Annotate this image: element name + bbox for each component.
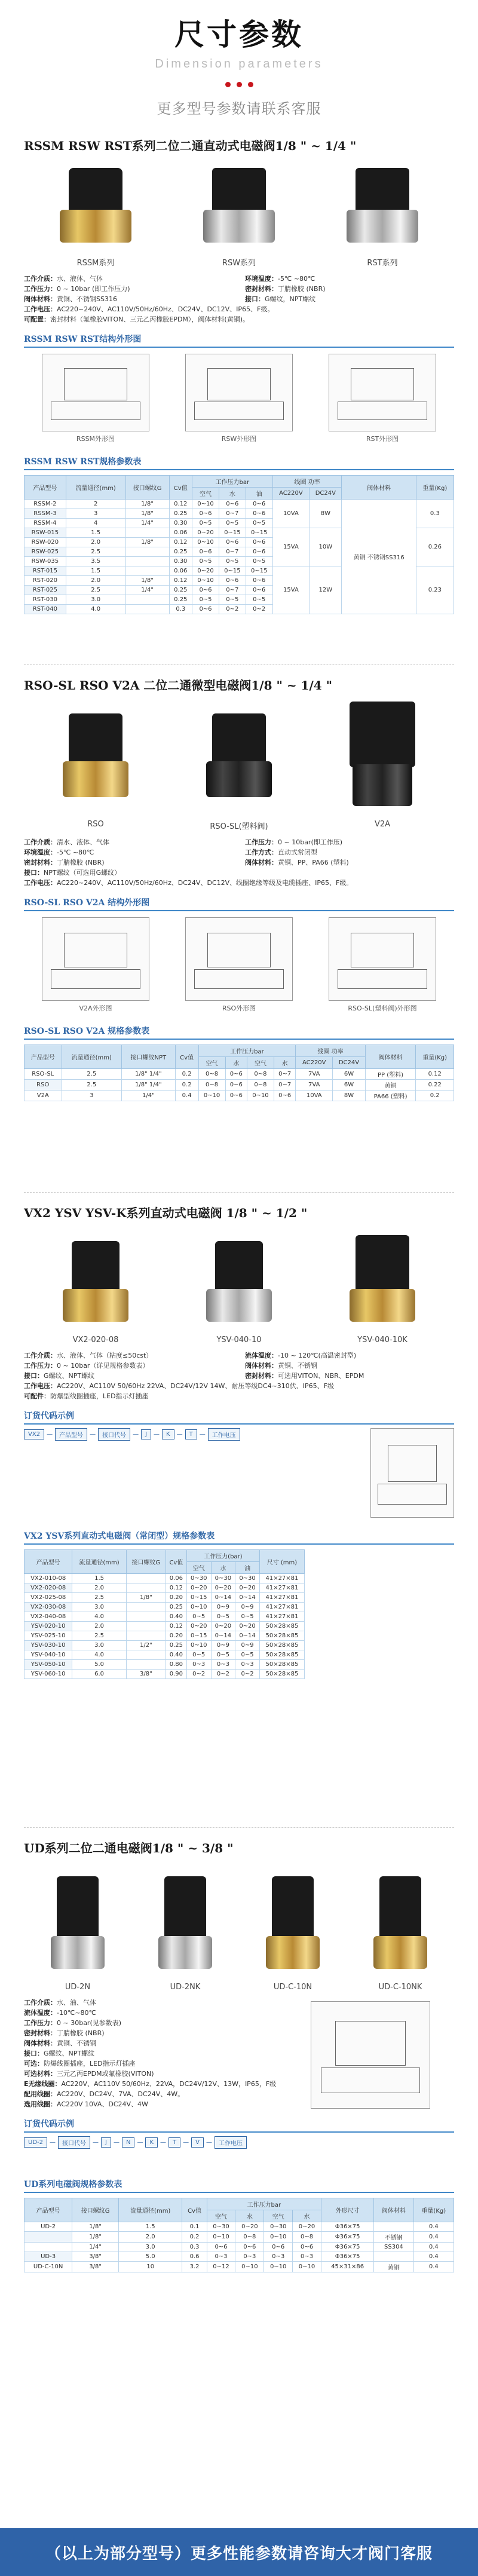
header (0, 0, 478, 125)
product-caption: RST系列 (367, 259, 398, 268)
section-title: RSSM RSW RST系列二位二通直动式电磁阀1/8 " ~ 1/4 " (24, 139, 357, 153)
outline-drawing: RSO-SL(塑料阀)外形图 (329, 917, 436, 1013)
product-ysv[interactable] (179, 1229, 299, 1344)
product-caption: YSV-040-10K (357, 1336, 407, 1344)
drawing-title: RSSM RSW RST结构外形图 (24, 333, 454, 348)
product-ud-c-10n[interactable] (245, 1864, 341, 1992)
outline-drawing: RSW外形图 (185, 354, 293, 443)
table-row: RST-030 3.0 0.25 0~5 0~5 0~5 (24, 595, 454, 605)
order-code-title: 订货代码示例 (24, 2118, 454, 2133)
valve-photo (353, 1864, 448, 1978)
valve-photo (245, 1864, 341, 1978)
product-photos (0, 1221, 478, 1348)
table-row: UD-3 3/8" 5.0 0.6 0~3 0~3 0~3 0~3 Φ36×75 0.4 (24, 2252, 454, 2262)
table-row: RST-025 2.5 1/4" 0.25 0~6 0~7 0~6 (24, 586, 454, 595)
valve-photo (179, 702, 299, 815)
product-photos (0, 1856, 478, 1995)
table-title: RSO-SL RSO V2A 规格参数表 (24, 1025, 454, 1040)
spec-list: 工作介质：水、液体、气体（粘度≤50cst） 流体温度：-10 ~ 120℃(高温密封型) 工作压力：0 ~ 10bar（详见规格参数表） 阀体材料：黄铜、不锈钢 接口：G螺纹、NPT螺纹 密封材料：可选用VITON、NBR、EPDM 工作电压：AC220V、AC110V 50/60Hz 22VA、DC24V/12V 14W、耐压等级DC4~310伏、IP65、F级 可配件：防爆型线圈插座，LED指示灯插座 (24, 1352, 364, 1400)
table-row: YSV-040-10 4.0 0.40 0~5 0~5 0~5 50×28×85 (24, 1650, 305, 1660)
table-row: YSV-050-10 5.0 0.80 0~3 0~3 0~3 50×28×85 (24, 1660, 305, 1670)
product-caption: VX2-020-08 (72, 1336, 119, 1344)
spec-table: 产品型号 流量通径(mm) 接口螺纹NPT Cv值 工作压力bar 线圈 功率 阀体材料 重量(Kg) 空气 水 空气 水 AC220V DC24V RSO-SL 2.5 1/8" 1/4" 0.2 0~8 0~6 0~8 0~7 7VA 6W PP (塑料) 0.12 RSO 2.5 1/8" 1/4" 0.2 0~8 0~6 0~8 0~7 7VA 6W 黄铜 0.22 V2A 3 1/4" 0.4 0~10 0~6 0~10 0~6 10VA 8W PA66 (塑料) 0.2 (24, 1045, 454, 1101)
spec-list: 工作介质：水、油、气体 流体温度：-10℃~80℃ 工作压力：0 ~ 30bar(见参数表) 密封材料：丁腈橡胶 (NBR) 阀体材料：黄铜、不锈钢 接口：G螺纹、NPT螺纹 可选：防爆线圈插座，LED指示灯插座 可选材料：三元乙丙EPDM或氟橡胶(VITON) E无缘线圈：AC220V、AC110V 50/60Hz、22VA，DC24V/12V、13W，IP65，F级 配用线圈：AC220V、DC24V、7VA、DC24V、4W。 选用线圈：AC220V 10VA、DC24V、4W (24, 1999, 277, 2108)
valve-photo (36, 702, 155, 815)
valve-photo (137, 1864, 233, 1978)
table-row: VX2-025-08 2.5 1/8" 0.20 0~15 0~14 0~14 41×27×81 (24, 1593, 305, 1603)
product-photos (0, 693, 478, 835)
outline-drawing: RST外形图 (329, 354, 436, 443)
product-rssm[interactable] (36, 162, 155, 268)
product-ud-2n[interactable] (30, 1864, 125, 1992)
divider (24, 1192, 454, 1193)
outline-drawing: RSO外形图 (185, 917, 293, 1013)
product-caption: RSW系列 (222, 259, 256, 268)
valve-photo (323, 162, 442, 252)
table-title: VX2 YSV系列直动式电磁阀（常闭型）规格参数表 (24, 1530, 454, 1545)
product-vx2[interactable] (36, 1229, 155, 1344)
product-caption: UD-2NK (170, 1983, 201, 1992)
table-row: RSO 2.5 1/8" 1/4" 0.2 0~8 0~6 0~8 0~7 7VA 6W 黄铜 0.22 (24, 1080, 454, 1091)
table-row: RST-015 1.5 0.06 0~20 0~15 0~15 15VA 12W 0.23 (24, 566, 454, 576)
order-code-title: 订货代码示例 (24, 1410, 454, 1425)
valve-photo (323, 702, 442, 815)
section-vx2 (0, 1203, 478, 1813)
table-row: V2A 3 1/4" 0.4 0~10 0~6 0~10 0~6 10VA 8W PA66 (塑料) 0.2 (24, 1091, 454, 1101)
table-row: RSW-025 2.5 0.25 0~6 0~7 0~6 (24, 547, 454, 557)
table-row: RST-040 4.0 0.3 0~6 0~2 0~2 (24, 605, 454, 614)
table-row: RSW-035 3.5 0.30 0~5 0~5 0~5 (24, 557, 454, 566)
table-row: RSSM-3 3 1/8" 0.25 0~6 0~7 0~6 (24, 509, 454, 519)
outline-drawing: V2A外形图 (42, 917, 149, 1013)
order-code-chain: VX2 — 产品型号 — 接口代号 — J — K — T — 工作电压 (24, 1428, 454, 1441)
product-caption: UD-2N (65, 1983, 91, 1992)
spec-list: 工作介质：清水、液体、气体 工作压力：0 ~ 10bar(即工作压) 环境温度：-5℃ ~80℃ 工作方式：直动式常闭型 密封材料：丁腈橡胶 (NBR) 阀体材料：黄铜、PP、PA66 (塑料) 接口：NPT螺纹（可选用G螺纹） 工作电压：AC220~240V、AC110V/50Hz/60Hz、DC24V、DC12V、线圈绝缘等级及电缆插座、IP65、F级。 (24, 838, 353, 887)
page-subtitle: Dimension parameters (155, 57, 323, 71)
product-ud-c-10nk[interactable] (353, 1864, 448, 1992)
section-rso (0, 676, 478, 1178)
valve-photo (30, 1864, 125, 1978)
table-row: RSW-015 1.5 0.06 0~20 0~15 0~15 15VA 10W 0.26 (24, 528, 454, 538)
product-caption: YSV-040-10 (216, 1336, 262, 1344)
product-caption: RSO-SL(塑料阀) (210, 822, 268, 831)
page-title: 尺寸参数 (174, 17, 304, 52)
product-rso-sl[interactable] (179, 702, 299, 831)
product-caption: RSO (87, 820, 104, 829)
table-row: RSW-020 2.0 1/8" 0.12 0~10 0~6 0~6 (24, 538, 454, 547)
table-row: 1/8" 2.0 0.2 0~10 0~8 0~10 0~8 Φ36×75 不锈钢 0.4 (24, 2232, 454, 2243)
outline-drawings (0, 348, 478, 449)
outline-drawing (311, 1995, 430, 2112)
product-caption: RSSM系列 (76, 259, 115, 268)
outline-drawing (370, 1428, 454, 1518)
contact-note: 更多型号参数请联系客服 (157, 100, 321, 117)
section-title: RSO-SL RSO V2A 二位二通微型电磁阀1/8 " ~ 1/4 " (24, 678, 333, 693)
table-row: RSSM-4 4 1/4" 0.30 0~5 0~5 0~5 (24, 519, 454, 528)
footer-banner[interactable]: （以上为部分型号）更多性能参数请咨询大才阀门客服 (0, 2528, 478, 2576)
spec-table: 产品型号 接口螺纹G 流量通径(mm) Cv值 工作压力bar 外形尺寸 阀体材料 重量(Kg) 空气 水 空气 水 UD-2 1/8" 1.5 0.1 0~30 0~20 0~30 0~20 Φ36×75 0.4 1/8" 2.0 0.2 0~10 0~8 0~10 0~8 Φ36×75 不锈钢 0.4 1/4" 3.0 0.3 0~6 0~6 0~6 0~6 Φ36×75 SS304 0.4 UD-3 3/8" 5.0 0.6 0~3 0~3 0~3 0~3 Φ36×75 0.4 UD-C-10N 3/8" 10 3.2 0~12 0~10 0~10 0~10 45×31×86 黄铜 0.4 (24, 2198, 454, 2272)
product-caption: UD-C-10NK (378, 1983, 422, 1992)
section-ud (0, 1839, 478, 2436)
product-caption: V2A (374, 820, 391, 829)
table-row: RSSM-2 2 1/8" 0.12 0~10 0~6 0~6 10VA 8W 黄铜 不锈钢SS316 0.3 (24, 500, 454, 509)
table-title: RSSM RSW RST规格参数表 (24, 455, 454, 470)
table-row: VX2-030-08 3.0 0.25 0~10 0~9 0~9 41×27×81 (24, 1603, 305, 1612)
divider (24, 1827, 454, 1828)
table-row: RST-020 2.0 1/8" 0.12 0~10 0~6 0~6 (24, 576, 454, 586)
outline-drawing: RSSM外形图 (42, 354, 149, 443)
spec-list: 工作介质：水、液体、气体 环境温度：-5℃ ~80℃ 工作压力：0 ~ 10bar (即工作压力) 密封材料：丁腈橡胶 (NBR) 阀体材料：黄铜、不锈钢SS316 接口：G螺纹，NPT螺纹 工作电压：AC220~240V、AC110V/50Hz/60Hz、DC24V、DC12V、IP65、F级。 可配置：密封材料（氟橡胶VITON、三元乙丙橡胶EPDM），阀体材料(黄铜)。 (24, 275, 326, 323)
table-row: YSV-025-10 2.5 0.20 0~15 0~14 0~14 50×28×85 (24, 1631, 305, 1641)
table-row: RSO-SL 2.5 1/8" 1/4" 0.2 0~8 0~6 0~8 0~7 7VA 6W PP (塑料) 0.12 (24, 1069, 454, 1080)
product-ysv-k[interactable] (323, 1229, 442, 1344)
product-ud-2nk[interactable] (137, 1864, 233, 1992)
section-rssm (0, 136, 478, 650)
valve-photo (323, 1229, 442, 1331)
section-title: VX2 YSV YSV-K系列直动式电磁阀 1/8 " ~ 1/2 " (24, 1206, 308, 1220)
product-v2a[interactable] (323, 702, 442, 831)
table-row: UD-2 1/8" 1.5 0.1 0~30 0~20 0~30 0~20 Φ36×75 0.4 (24, 2222, 454, 2232)
valve-photo (36, 1229, 155, 1331)
spec-table: 产品型号 流量通径(mm) 接口螺纹G Cv值 工作压力bar 线圈 功率 阀体材料 重量(Kg) 空气 水 油 AC220V DC24V RSSM-2 2 1/8" 0.12 0~10 0~6 0~6 10VA 8W 黄铜 不锈钢SS316 0.3 RSSM-3 3 1/8" 0.25 0~6 0~7 0~6 RSSM-4 4 1/4" 0.30 0~5 0~5 0~5 RSW-015 1.5 0.06 0~20 0~15 0~15 15VA 10W 0.26 RSW-020 2.0 1/8" 0.12 0~10 0~6 0~6 RSW-025 2.5 0.25 0~6 0~7 0~6 RSW-035 3.5 0.30 0~5 0~5 0~5 RST-015 1.5 0.06 0~20 0~15 0~15 15VA 12W 0.23 RST-020 2.0 1/8" 0.12 0~10 0~6 0~6 RST-025 2.5 1/4" 0.25 0~6 0~7 0~6 RST-030 3.0 0.25 0~5 0~5 0~5 RST-040 4.0 0.3 0~6 0~2 0~2 (24, 475, 454, 614)
decor-dots (0, 78, 478, 90)
product-rsw[interactable] (179, 162, 299, 268)
order-code-chain: UD-2 — 接口代号 — J — N — K — T — V — 工作电压 (24, 2136, 454, 2149)
valve-photo (179, 1229, 299, 1331)
table-row: 1/4" 3.0 0.3 0~6 0~6 0~6 0~6 Φ36×75 SS304 0.4 (24, 2243, 454, 2252)
table-title: UD系列电磁阀规格参数表 (24, 2178, 454, 2193)
table-row: VX2-040-08 4.0 0.40 0~5 0~5 0~5 41×27×81 (24, 1612, 305, 1622)
table-row: VX2-010-08 1.5 0.06 0~30 0~30 0~30 41×27×81 (24, 1574, 305, 1583)
table-row: YSV-020-10 2.0 0.12 0~20 0~20 0~20 50×28×85 (24, 1622, 305, 1631)
table-row: UD-C-10N 3/8" 10 3.2 0~12 0~10 0~10 0~10 45×31×86 黄铜 0.4 (24, 2262, 454, 2272)
product-rst[interactable] (323, 162, 442, 268)
product-caption: UD-C-10N (273, 1983, 312, 1992)
spec-table: 产品型号 流量通径(mm) 接口螺纹G Cv值 工作压力(bar) 尺寸 (mm) 空气 水 油 VX2-010-08 1.5 0.06 0~30 0~30 0~30 41×27×81 VX2-020-08 2.0 0.12 0~20 0~20 0~20 41×27×81 VX2-025-08 2.5 1/8" 0.20 0~15 0~14 0~14 41×27×81 VX2-030-08 3.0 0.25 0~10 0~9 0~9 41×27×81 VX2-040-08 4.0 0.40 0~5 0~5 0~5 41×27×81 YSV-020-10 2.0 0.12 0~20 0~20 0~20 50×28×85 YSV-025-10 2.5 0.20 0~15 0~14 0~14 50×28×85 YSV-030-10 3.0 1/2" 0.25 0~10 0~9 0~9 50×28×85 YSV-040-10 4.0 0.40 0~5 0~5 0~5 50×28×85 YSV-050-10 5.0 0.80 0~3 0~3 0~3 50×28×85 YSV-060-10 6.0 3/8" 0.90 0~2 0~2 0~2 50×28×85 (24, 1549, 305, 1679)
valve-photo (179, 162, 299, 252)
outline-drawings (0, 911, 478, 1019)
product-rso[interactable] (36, 702, 155, 831)
order-code (24, 2136, 454, 2172)
divider (24, 664, 454, 665)
drawing-title: RSO-SL RSO V2A 结构外形图 (24, 896, 454, 911)
table-row: VX2-020-08 2.0 0.12 0~20 0~20 0~20 41×27×81 (24, 1583, 305, 1593)
section-title: UD系列二位二通电磁阀1/8 " ~ 3/8 " (24, 1841, 234, 1855)
valve-photo (36, 162, 155, 252)
order-code (24, 1428, 454, 1524)
table-row: YSV-030-10 3.0 1/2" 0.25 0~10 0~9 0~9 50×28×85 (24, 1641, 305, 1650)
product-photos (0, 154, 478, 271)
table-row: YSV-060-10 6.0 3/8" 0.90 0~2 0~2 0~2 50×28×85 (24, 1670, 305, 1679)
